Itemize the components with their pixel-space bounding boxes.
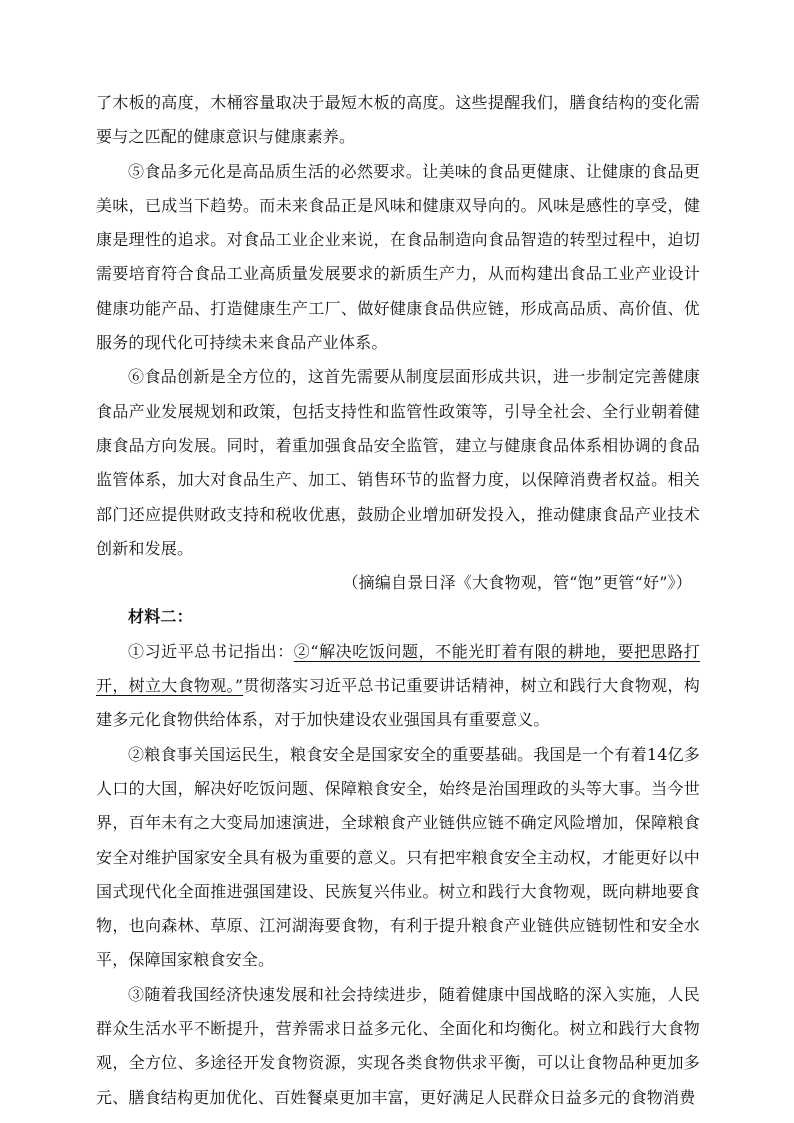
paragraph-6: ⑥食品创新是全方位的，这首先需要从制度层面形成共识，进一步制定完善健康食品产业发展规划和政策，包括支持性和监管性政策等，引导全社会、全行业朝着健康食品方向发展。同时，着重加强食品安全监管，建立与健康食品体系相协调的食品监管体系，加大对食品生产、加工、销售环节的监督力度，以保障消费者权益。相关部门还应提供财政支持和税收优惠，鼓励企业增加研发投入，推动健康食品产业技术创新和发展。 (96, 367, 700, 558)
material-two-heading: 材料二： (128, 607, 193, 627)
paragraph-4-tail: 了木板的高度，木桶容量取决于最短木板的高度。这些提醒我们，膳食结构的变化需要与之匹配的健康意识与健康素养。 (96, 93, 700, 147)
material-two-paragraph-3: ③随着我国经济快速发展和社会持续进步，随着健康中国战略的深入实施，人民群众生活水平不断提升，营养需求日益多元化、全面化和均衡化。树立和践行大食物观，全方位、多途径开发食物资源，实现各类食物供求平衡，可以让食物品种更加多元、膳食结构更加优化、百姓餐桌更加丰富，更好满足人民群众日益多元的食物消费 (96, 984, 700, 1107)
paragraph-5: ⑤食品多元化是高品质生活的必然要求。让美味的食品更健康、让健康的食品更美味，已成当下趋势。而未来食品正是风味和健康双导向的。风味是感性的享受，健康是理性的追求。对食品工业企业来说，在食品制造向食品智造的转型过程中，迫切需要培育符合食品工业高质量发展要求的新质生产力，从而构建出食品工业产业设计健康功能产品、打造健康生产工厂、做好健康食品供应链，形成高品质、高价值、优服务的现代化可持续未来食品产业体系。 (96, 161, 700, 353)
material-two-paragraph-1 (96, 635, 700, 738)
underlined-quote: ②“解决吃饭问题，不能光盯着有限的耕地，要把思路打开，树立大食物观。” (96, 641, 700, 696)
paragraph-1-prefix: ①习近平总书记指出： (128, 641, 294, 661)
paragraph-1-rest: 贯彻落实习近平总书记重要讲话精神，树立和践行大食物观，构建多元化食物供给体系，对于加快建设农业强国具有重要意义。 (96, 676, 700, 730)
source-citation: （摘编自景日泽《大食物观，管“饱”更管“好”》） (342, 573, 692, 593)
material-two-paragraph-2: ②粮食事关国运民生，粮食安全是国家安全的重要基础。我国是一个有着14亿多人口的大国，解决好吃饭问题、保障粮食安全，始终是治国理政的头等大事。当今世界，百年未有之大变局加速演进，全球粮食产业链供应链不确定风险增加，保障粮食安全对维护国家安全具有极为重要的意义。只有把牢粮食安全主动权，才能更好以中国式现代化全面推进强国建设、民族复兴伟业。树立和践行大食物观，既向耕地要食物，也向森林、草原、江河湖海要食物，有利于提升粮食产业链供应链韧性和安全水平，保障国家粮食安全。 (96, 744, 700, 970)
article-body (96, 86, 700, 1115)
